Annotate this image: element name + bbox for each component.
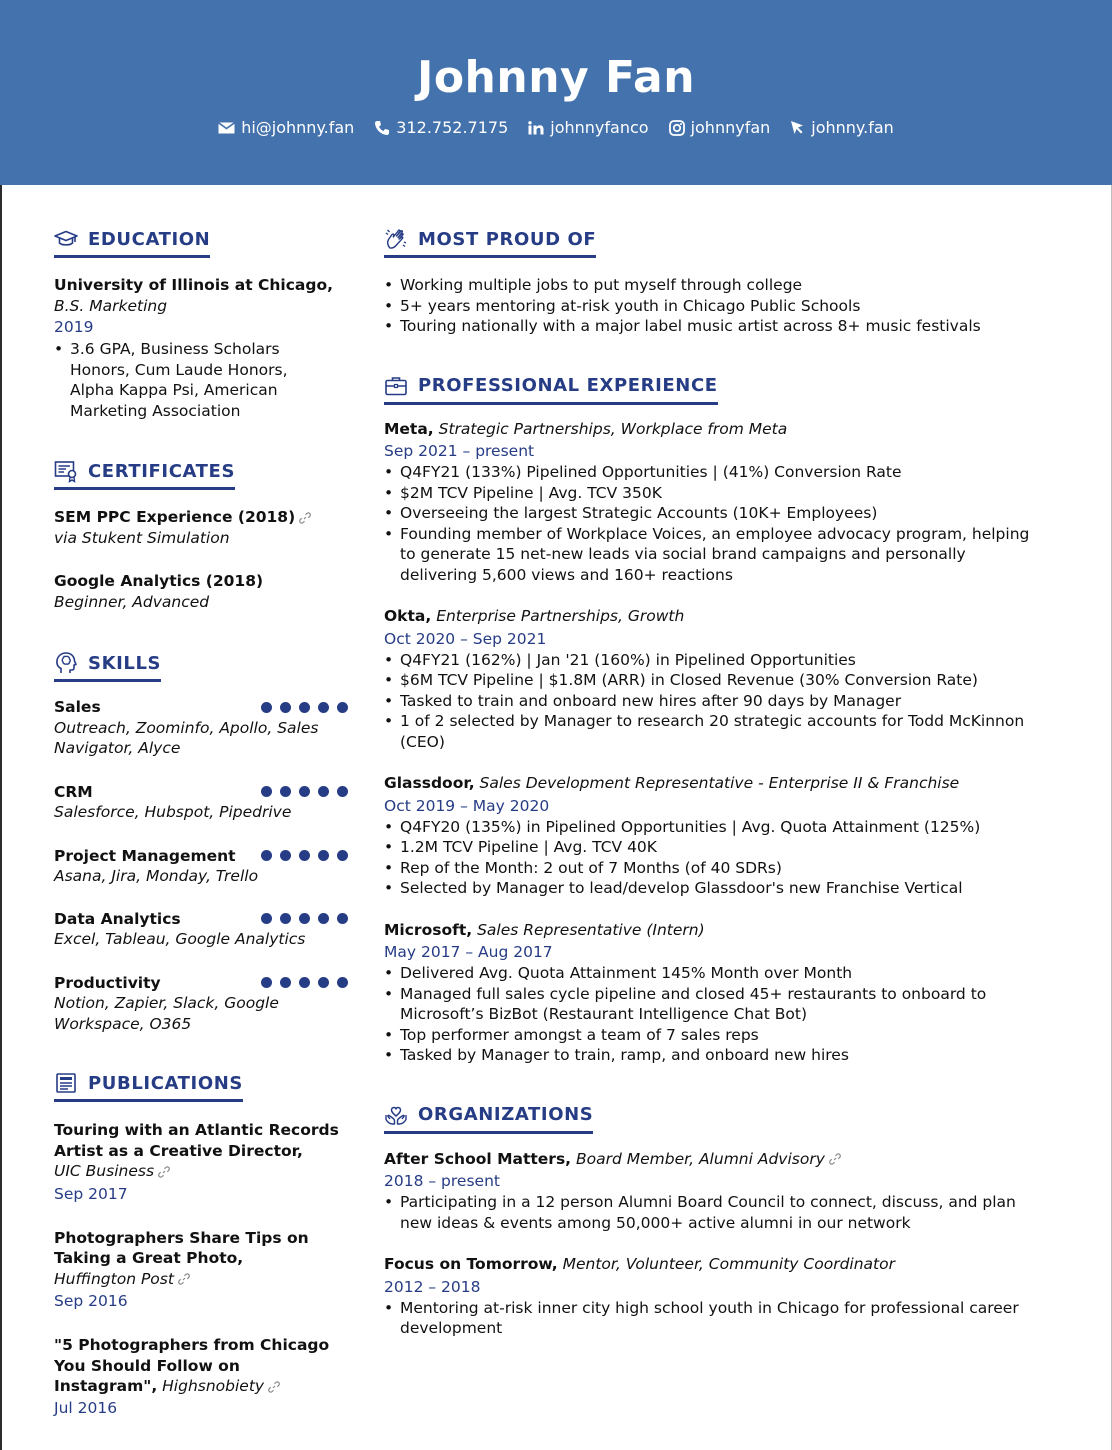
skill-rating bbox=[261, 977, 348, 988]
list-item: • Founding member of Workplace Voices, an employee advocacy program, helping to generate 15 net-new leads via social brand campaigns and personally delivering 5,600 views and 160+ reactions bbox=[384, 524, 1046, 586]
skill-detail: Asana, Jira, Monday, Trello bbox=[54, 867, 259, 885]
skill-item bbox=[54, 846, 354, 887]
skill-detail: Outreach, Zoominfo, Apollo, Sales bbox=[54, 718, 319, 737]
resume-name: Johnny Fan bbox=[416, 52, 696, 103]
list-item: • Q4FY21 (162%) | Jan '21 (160%) in Pipelined Opportunities bbox=[384, 650, 1046, 671]
job-entry bbox=[384, 606, 1074, 752]
certificate-name bbox=[54, 507, 354, 528]
contact-instagram[interactable] bbox=[669, 118, 771, 137]
right-column bbox=[384, 226, 1074, 1339]
publication-title: Instagram", bbox=[54, 1377, 158, 1395]
organization-role: Board Member, Alumni Advisory bbox=[576, 1149, 825, 1168]
publication-item bbox=[54, 1335, 354, 1419]
publication-date: Sep 2016 bbox=[54, 1292, 128, 1310]
rating-dot bbox=[337, 977, 348, 988]
publication-outlet bbox=[54, 1376, 354, 1397]
skill-detail: Excel, Tableau, Google Analytics bbox=[54, 930, 306, 948]
skill-detail: Notion, Zapier, Slack, Google bbox=[54, 994, 279, 1012]
skill-rating bbox=[261, 786, 348, 797]
section-title: ORGANIZATIONS bbox=[418, 1104, 594, 1125]
section-underline bbox=[384, 1131, 593, 1134]
contact-linkedin[interactable] bbox=[528, 118, 648, 137]
organizations-heading bbox=[384, 1102, 593, 1134]
certificate-icon bbox=[54, 459, 78, 483]
certificate-detail: via Stukent Simulation bbox=[54, 528, 230, 547]
rating-dot bbox=[337, 702, 348, 713]
section-title: MOST PROUD OF bbox=[418, 228, 597, 250]
list-item: • Q4FY21 (133%) Pipelined Opportunities | (41%) Conversion Rate bbox=[384, 462, 1046, 483]
link-icon[interactable] bbox=[158, 1166, 170, 1178]
link-icon[interactable] bbox=[268, 1381, 280, 1393]
section-title: CERTIFICATES bbox=[88, 460, 236, 482]
certificates-heading bbox=[54, 458, 235, 490]
skill-name: Project Management bbox=[54, 846, 236, 865]
list-item: • 3.6 GPA, Business Scholars Honors, Cum Laude Honors, Alpha Kappa Psi, American Marketing Association bbox=[54, 339, 324, 421]
list-item: • Tasked by Manager to train, ramp, and onboard new hires bbox=[384, 1045, 1060, 1066]
organization-dates: 2018 – present bbox=[384, 1172, 500, 1190]
outlet-name: UIC Business bbox=[54, 1162, 155, 1180]
job-bullets bbox=[384, 462, 1046, 585]
job-dates: May 2017 – Aug 2017 bbox=[384, 943, 553, 961]
education-year: 2019 bbox=[54, 318, 94, 336]
skill-rating bbox=[261, 702, 348, 713]
list-item: • Selected by Manager to lead/develop Glassdoor's new Franchise Vertical bbox=[384, 878, 1046, 899]
contact-email[interactable] bbox=[218, 118, 354, 137]
hand-wave-icon bbox=[384, 227, 408, 251]
link-icon[interactable] bbox=[299, 512, 311, 524]
publication-date: Sep 2017 bbox=[54, 1184, 128, 1203]
section-title: EDUCATION bbox=[88, 228, 211, 250]
publication-outlet bbox=[54, 1269, 354, 1290]
link-icon[interactable] bbox=[178, 1273, 190, 1285]
job-role: Sales Development Representative - Enterprise II & Franchise bbox=[479, 774, 960, 792]
rating-dot bbox=[261, 850, 272, 861]
section-underline bbox=[54, 487, 235, 490]
publication-title: Photographers Share Tips on bbox=[54, 1228, 309, 1247]
company-name: Okta, bbox=[384, 607, 432, 625]
section-underline bbox=[384, 402, 718, 405]
section-underline bbox=[54, 679, 161, 682]
section-title: PUBLICATIONS bbox=[88, 1072, 243, 1094]
job-bullets bbox=[384, 650, 1046, 753]
job-role: Enterprise Partnerships, Growth bbox=[436, 607, 685, 625]
job-dates: Oct 2020 – Sep 2021 bbox=[384, 629, 547, 648]
contact-text: 312.752.7175 bbox=[396, 118, 509, 137]
rating-dot bbox=[318, 786, 329, 797]
publication-outlet bbox=[54, 1161, 354, 1182]
publication-item bbox=[54, 1120, 354, 1205]
section-title: PROFESSIONAL EXPERIENCE bbox=[418, 375, 718, 396]
organization-name: After School Matters, bbox=[384, 1149, 572, 1168]
publication-title: Taking a Great Photo, bbox=[54, 1249, 244, 1267]
rating-dot bbox=[299, 850, 310, 861]
section-underline bbox=[384, 255, 596, 258]
skill-name: Productivity bbox=[54, 973, 161, 992]
skill-name: Sales bbox=[54, 698, 101, 716]
skill-rating bbox=[261, 850, 348, 861]
list-item: • Tasked to train and onboard new hires after 90 days by Manager bbox=[384, 691, 1046, 712]
job-dates: Oct 2019 – May 2020 bbox=[384, 796, 550, 815]
list-item: • 1.2M TCV Pipeline | Avg. TCV 40K bbox=[384, 837, 1046, 858]
organization-bullets bbox=[384, 1192, 1050, 1233]
certificate-item bbox=[54, 571, 354, 612]
rating-dot bbox=[280, 913, 291, 924]
newspaper-icon bbox=[54, 1071, 78, 1095]
outlet-name: Huffington Post bbox=[54, 1269, 174, 1288]
skill-item bbox=[54, 909, 354, 950]
company-name: Microsoft, bbox=[384, 920, 473, 939]
rating-dot bbox=[261, 913, 272, 924]
skill-detail: Workspace, O365 bbox=[54, 1014, 192, 1033]
rating-dot bbox=[318, 977, 329, 988]
instagram-icon bbox=[669, 120, 685, 136]
publication-date: Jul 2016 bbox=[54, 1398, 118, 1417]
outlet-name: Highsnobiety bbox=[162, 1377, 265, 1395]
rating-dot bbox=[337, 850, 348, 861]
graduation-cap-icon bbox=[54, 227, 78, 251]
rating-dot bbox=[299, 786, 310, 797]
degree: B.S. Marketing bbox=[54, 296, 168, 315]
link-icon[interactable] bbox=[829, 1153, 841, 1165]
school-name: University of Illinois at Chicago, bbox=[54, 276, 334, 294]
job-entry bbox=[384, 419, 1074, 586]
list-item: • Touring nationally with a major label music artist across 8+ music festivals bbox=[384, 316, 1074, 337]
list-item: • Managed full sales cycle pipeline and closed 45+ restaurants to onboard to Microsoft’s BizBot (Restaurant Intelligence Chat Bot) bbox=[384, 984, 1060, 1025]
job-bullets bbox=[384, 963, 1060, 1066]
rating-dot bbox=[299, 702, 310, 713]
publication-title: Artist as a Creative Director, bbox=[54, 1141, 303, 1160]
job-dates: Sep 2021 – present bbox=[384, 442, 535, 460]
list-item: • Working multiple jobs to put myself through college bbox=[384, 275, 1074, 296]
contact-text: johnny.fan bbox=[811, 118, 894, 137]
list-item: • Mentoring at-risk inner city high school youth in Chicago for professional career development bbox=[384, 1298, 1040, 1339]
list-item: • Delivered Avg. Quota Attainment 145% Month over Month bbox=[384, 963, 1060, 984]
certificate-title: Google Analytics (2018) bbox=[54, 572, 264, 590]
skill-detail: Navigator, Alyce bbox=[54, 739, 181, 757]
rating-dot bbox=[261, 786, 272, 797]
head-brain-icon bbox=[54, 651, 78, 675]
publications-heading bbox=[54, 1070, 243, 1102]
contact-text: johnnyfan bbox=[690, 118, 771, 137]
list-item: • 5+ years mentoring at-risk youth in Chicago Public Schools bbox=[384, 296, 1074, 317]
mail-icon bbox=[218, 122, 235, 134]
education-heading bbox=[54, 226, 210, 258]
organization-name: Focus on Tomorrow, bbox=[384, 1255, 558, 1273]
skill-item bbox=[54, 782, 354, 823]
contact-text: hi@johnny.fan bbox=[241, 118, 355, 137]
rating-dot bbox=[318, 913, 329, 924]
education-bullets bbox=[54, 339, 324, 421]
rating-dot bbox=[337, 786, 348, 797]
rating-dot bbox=[280, 850, 291, 861]
education-entry bbox=[54, 275, 354, 421]
list-item: • Top performer amongst a team of 7 sales reps bbox=[384, 1025, 1060, 1046]
proud-heading bbox=[384, 226, 596, 258]
contact-bar bbox=[0, 118, 1112, 137]
organization-entry bbox=[384, 1254, 1074, 1339]
certificate-item bbox=[54, 507, 354, 548]
certificate-detail: Beginner, Advanced bbox=[54, 592, 210, 611]
section-underline bbox=[54, 1099, 243, 1102]
job-entry bbox=[384, 773, 1074, 899]
rating-dot bbox=[261, 977, 272, 988]
rating-dot bbox=[299, 913, 310, 924]
briefcase-icon bbox=[384, 374, 408, 398]
linkedin-icon bbox=[528, 121, 544, 135]
rating-dot bbox=[261, 702, 272, 713]
skills-heading bbox=[54, 650, 161, 682]
list-item: • Rep of the Month: 2 out of 7 Months (of 40 SDRs) bbox=[384, 858, 1046, 879]
left-column bbox=[54, 226, 354, 1419]
experience-heading bbox=[384, 373, 718, 405]
page-edge-left bbox=[0, 185, 2, 1450]
publication-title: "5 Photographers from Chicago bbox=[54, 1336, 330, 1354]
company-name: Meta, bbox=[384, 419, 434, 438]
skill-rating bbox=[261, 913, 348, 924]
certificate-title: SEM PPC Experience (2018) bbox=[54, 508, 296, 526]
proud-bullets bbox=[384, 275, 1074, 337]
skill-detail: Salesforce, Hubspot, Pipedrive bbox=[54, 803, 292, 821]
section-underline bbox=[54, 255, 210, 258]
rating-dot bbox=[337, 913, 348, 924]
list-item: • Q4FY20 (135%) in Pipelined Opportunities | Avg. Quota Attainment (125%) bbox=[384, 817, 1046, 838]
organization-entry bbox=[384, 1149, 1074, 1234]
publication-title: You Should Follow on bbox=[54, 1356, 240, 1375]
skill-item bbox=[54, 697, 354, 759]
hands-heart-icon bbox=[384, 1103, 408, 1127]
list-item: • $6M TCV Pipeline | $1.8M (ARR) in Closed Revenue (30% Conversion Rate) bbox=[384, 670, 1046, 691]
skill-name: Data Analytics bbox=[54, 909, 181, 928]
publication-item bbox=[54, 1228, 354, 1313]
job-entry bbox=[384, 920, 1074, 1066]
company-name: Glassdoor, bbox=[384, 774, 475, 792]
list-item: • Overseeing the largest Strategic Accounts (10K+ Employees) bbox=[384, 503, 1046, 524]
rating-dot bbox=[280, 702, 291, 713]
organization-dates: 2012 – 2018 bbox=[384, 1277, 481, 1296]
phone-icon bbox=[374, 120, 390, 136]
section-title: SKILLS bbox=[88, 652, 162, 674]
job-role: Sales Representative (Intern) bbox=[477, 920, 705, 939]
contact-text: johnnyfanco bbox=[550, 118, 649, 137]
skill-name: CRM bbox=[54, 782, 93, 801]
cursor-icon bbox=[790, 120, 805, 135]
organization-role: Mentor, Volunteer, Community Coordinator bbox=[562, 1255, 895, 1273]
list-item: • $2M TCV Pipeline | Avg. TCV 350K bbox=[384, 483, 1046, 504]
contact-website[interactable] bbox=[790, 118, 894, 137]
publication-title: Touring with an Atlantic Records bbox=[54, 1121, 339, 1139]
rating-dot bbox=[299, 977, 310, 988]
job-bullets bbox=[384, 817, 1046, 899]
list-item: • 1 of 2 selected by Manager to research 20 strategic accounts for Todd McKinnon (CEO) bbox=[384, 711, 1046, 752]
rating-dot bbox=[280, 786, 291, 797]
organization-bullets bbox=[384, 1298, 1040, 1339]
rating-dot bbox=[318, 850, 329, 861]
job-role: Strategic Partnerships, Workplace from Meta bbox=[438, 419, 788, 438]
skill-item bbox=[54, 973, 354, 1035]
rating-dot bbox=[318, 702, 329, 713]
rating-dot bbox=[280, 977, 291, 988]
contact-phone[interactable] bbox=[374, 118, 508, 137]
list-item: • Participating in a 12 person Alumni Board Council to connect, discuss, and plan new ideas & events among 50,000+ active alumni in our network bbox=[384, 1192, 1050, 1233]
